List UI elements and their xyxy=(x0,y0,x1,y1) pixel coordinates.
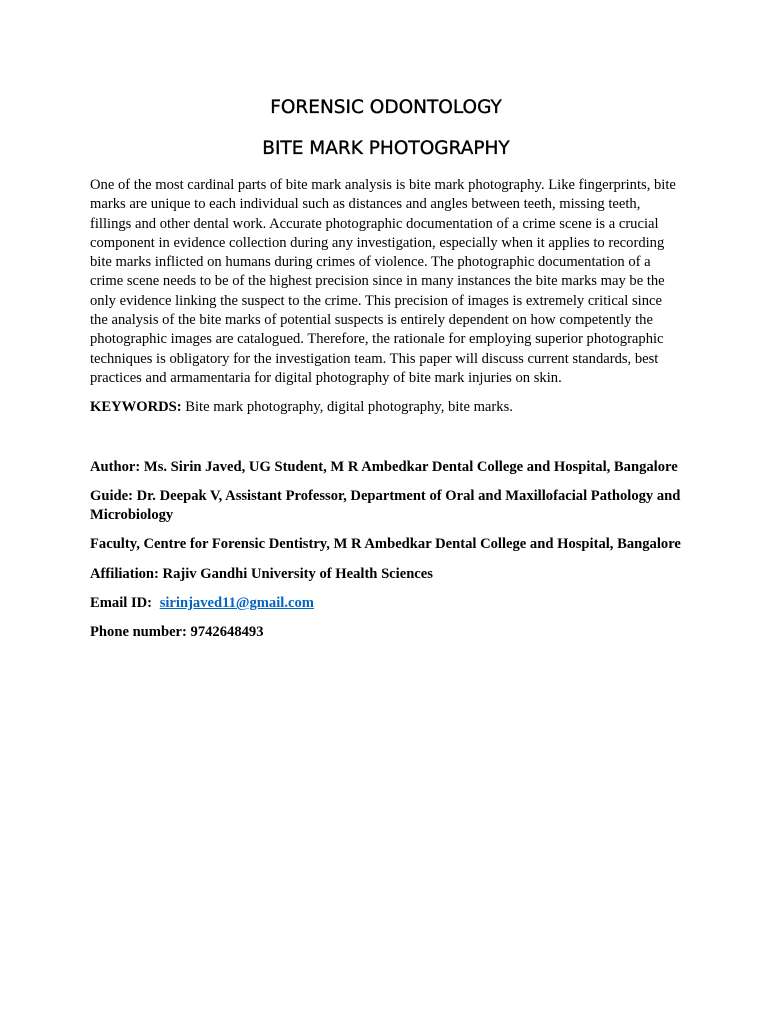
author-line: Author: Ms. Sirin Javed, UG Student, M R Ambedkar Dental College and Hospital, Bangalore xyxy=(90,458,678,475)
email-line xyxy=(90,594,682,613)
keywords-line xyxy=(90,398,682,417)
email-link[interactable]: sirinjaved11@gmail.com xyxy=(159,595,314,612)
phone-line: Phone number: 9742648493 xyxy=(90,624,264,641)
abstract-paragraph: One of the most cardinal parts of bite mark analysis is bite mark photography. Like fingerprints, bite marks are unique to each individual such as distances and angles between teeth, missing teeth, fillings and other dental work. Accurate photographic documentation of a crime scene is a crucial component in evidence collection during any investigation, especially when it applies to recording bite marks inflicted on humans during crimes of violence. The photographic documentation of a crime scene needs to be of the highest precision since in many instances the bite marks may be the only evidence linking the suspect to the crime. This precision of images is extremely critical since the analysis of the bite marks of potential suspects is entirely dependent on how competently the photographic images are catalogued. Therefore, the rationale for employing superior photographic techniques is obligatory for the investigation team. This paper will discuss current standards, best practices and armamentaria for digital photography of bite mark injuries on skin. xyxy=(90,177,676,386)
affiliation-line: Affiliation: Rajiv Gandhi University of Health Sciences xyxy=(90,565,433,582)
email-label: Email ID: xyxy=(90,595,153,612)
document-subtitle: BITE MARK PHOTOGRAPHY xyxy=(262,138,510,159)
document-page xyxy=(90,96,682,643)
document-title: FORENSIC ODONTOLOGY xyxy=(270,97,502,118)
keywords-label: KEYWORDS: xyxy=(90,399,182,416)
guide-line: Guide: Dr. Deepak V, Assistant Professor, Department of Oral and Maxillofacial Pathology and Microbiology xyxy=(90,487,681,524)
faculty-line: Faculty, Centre for Forensic Dentistry, M R Ambedkar Dental College and Hospital, Bangalore xyxy=(90,536,681,553)
keywords-text: Bite mark photography, digital photography, bite marks. xyxy=(181,399,513,416)
